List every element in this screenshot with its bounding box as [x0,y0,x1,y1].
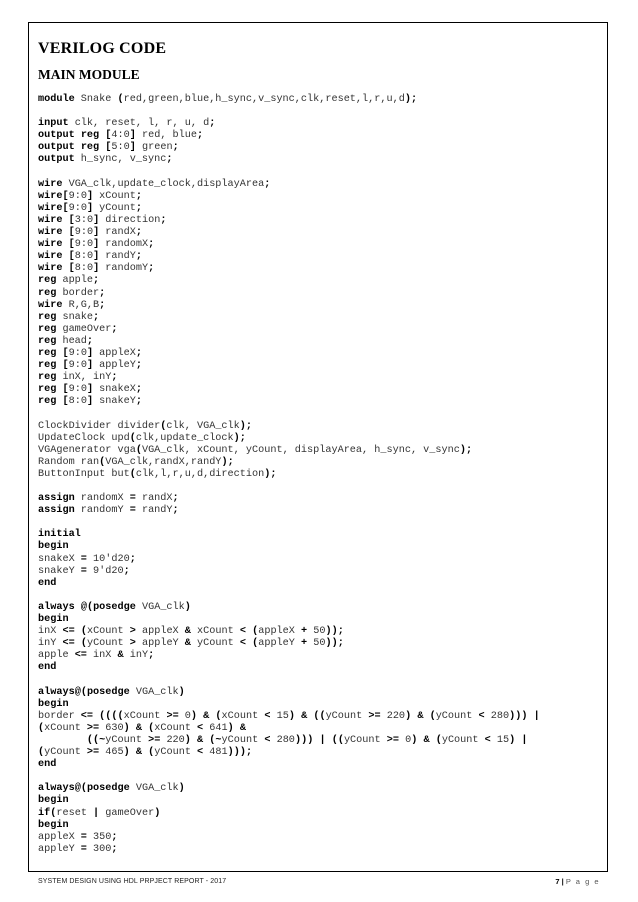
code-line: reg snake; [38,311,100,323]
code-line [38,771,598,783]
code-line: wire VGA_clk,update_clock,displayArea; [38,178,271,190]
code-line: reg [9:0] appleX; [38,347,142,359]
code-line: VGAgenerator vga(VGA_clk, xCount, yCount, displayArea, h_sync, v_sync); [38,444,473,456]
code-line [38,167,598,179]
code-line: reg gameOver; [38,323,118,335]
code-line: module Snake (red,green,blue,h_sync,v_sync,clk,reset,l,r,u,d); [38,94,418,105]
code-line: reg [9:0] appleY; [38,360,142,372]
footer-page-number: 7 [555,877,560,886]
code-line: (xCount >= 630) & (xCount < 641) & [38,722,247,734]
code-line: appleY = 300; [38,843,118,855]
code-line: begin [38,819,69,831]
code-line: wire[9:0] xCount; [38,190,142,202]
code-line: inX <= (xCount > appleX & xCount < (appleX + 50)); [38,626,344,638]
section-heading: VERILOG CODE [38,40,167,57]
code-line: reg [8:0] snakeY; [38,396,142,408]
code-line: snakeX = 10'd20; [38,553,136,565]
code-line: reg border; [38,287,106,299]
code-line: ButtonInput but(clk,l,r,u,d,direction); [38,468,277,480]
code-line: output h_sync, v_sync; [38,154,173,166]
code-line: reg head; [38,335,94,347]
code-line: Random ran(VGA_clk,randX,randY); [38,456,234,468]
code-line: begin [38,698,69,710]
code-line: output reg [4:0] red, blue; [38,130,204,142]
code-line: (yCount >= 465) & (yCount < 481))); [38,747,253,759]
code-line: assign randomY = randY; [38,505,179,517]
code-line [38,675,598,687]
code-line: initial [38,529,81,541]
code-line [38,481,598,493]
footer-page-indicator [555,877,600,886]
code-line: always@(posedge VGA_clk) [38,783,185,795]
code-line: wire [9:0] randX; [38,227,142,239]
code-line: begin [38,614,69,626]
code-line: wire[9:0] yCount; [38,202,142,214]
code-block [38,94,598,856]
code-line [38,590,598,602]
code-line: begin [38,541,69,553]
footer-report-title: SYSTEM DESIGN USING HDL PRPJECT REPORT - 2017 [38,878,227,885]
code-line: ClockDivider divider(clk, VGA_clk); [38,420,253,432]
code-line: apple <= inX & inY; [38,650,155,662]
code-line: appleX = 350; [38,831,118,843]
footer-separator: | [561,877,564,886]
code-line: ((~yCount >= 220) & (~yCount < 280))) | ((yCount >= 0) & (yCount < 15) | [86,734,528,746]
code-line: reg apple; [38,275,100,287]
code-line: reg [9:0] snakeX; [38,384,142,396]
code-line: begin [38,795,69,807]
code-line: wire [9:0] randomX; [38,239,155,251]
code-line: always@(posedge VGA_clk) [38,686,185,698]
code-line: output reg [5:0] green; [38,142,179,154]
code-line: wire [8:0] randomY; [38,263,155,275]
code-line: UpdateClock upd(clk,update_clock); [38,432,246,444]
code-line: if(reset | gameOver) [38,807,161,819]
code-line: end [38,662,57,674]
code-line: wire R,G,B; [38,299,106,311]
code-line [38,106,598,118]
footer-page-label: P a g e [565,877,600,886]
code-line: assign randomX = randX; [38,493,179,505]
code-line: wire [8:0] randY; [38,251,142,263]
code-line: end [38,577,57,589]
code-line: end [38,759,57,771]
code-line: reg inX, inY; [38,372,118,384]
code-line: wire [3:0] direction; [38,214,167,226]
section-subheading: MAIN MODULE [38,67,140,82]
code-line [38,408,598,420]
code-line [38,517,598,529]
code-line: snakeY = 9'd20; [38,565,130,577]
code-line: input clk, reset, l, r, u, d; [38,118,216,130]
code-line: inY <= (yCount > appleY & yCount < (appleY + 50)); [38,638,344,650]
code-line: always @(posedge VGA_clk) [38,601,191,613]
code-line: border <= ((((xCount >= 0) & (xCount < 15) & ((yCount >= 220) & (yCount < 280))) | [38,710,540,722]
